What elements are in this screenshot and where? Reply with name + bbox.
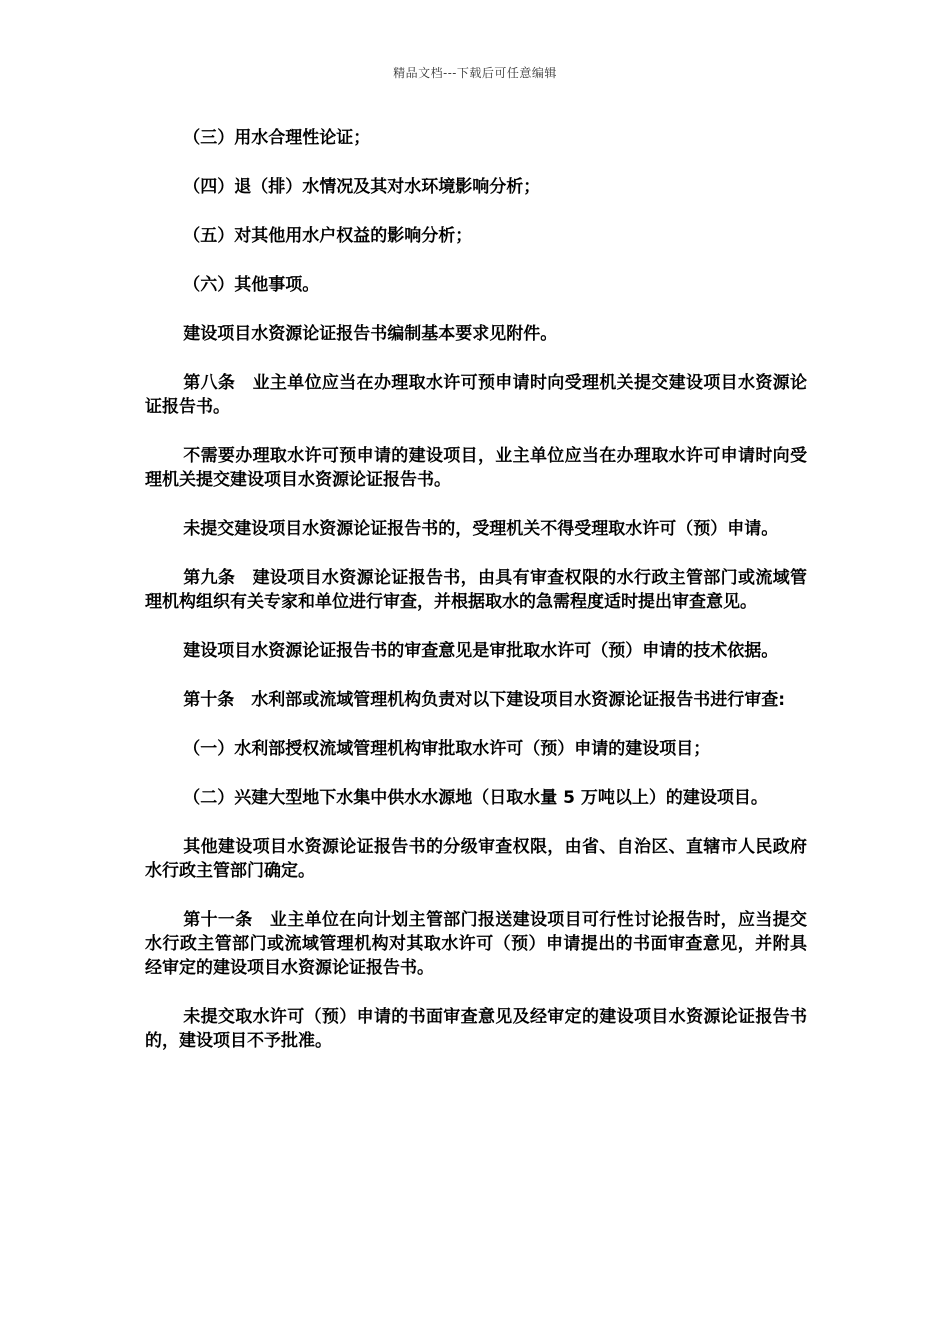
paragraph-article-11: 第十一条 业主单位在向计划主管部门报送建设项目可行性讨论报告时，应当提交水行政主管部门或流域管理机构对其取水许可（预）申请提出的书面审查意见，并附具经审定的建设项目水资源论证报告书。 (145, 910, 807, 978)
paragraph-item-3: （三）用水合理性论证； (183, 128, 371, 148)
paragraph-item-4: （四）退（排）水情况及其对水环境影响分析； (183, 177, 541, 197)
paragraph-article-9-clause-2: 建设项目水资源论证报告书的审查意见是审批取水许可（预）申请的技术依据。 (183, 641, 779, 661)
paragraph-article-10-item-2: （二）兴建大型地下水集中供水水源地（日取水量 5 万吨以上）的建设项目。 (183, 788, 768, 808)
paragraph-article-8-clause-2: 不需要办理取水许可预申请的建设项目，业主单位应当在办理取水许可申请时向受理机关提交建设项目水资源论证报告书。 (145, 446, 807, 490)
paragraph-article-10-clause-2: 其他建设项目水资源论证报告书的分级审查权限，由省、自治区、直辖市人民政府水行政主管部门确定。 (145, 837, 807, 881)
paragraph-article-9: 第九条 建设项目水资源论证报告书，由具有审查权限的水行政主管部门或流域管理机构组织有关专家和单位进行审查，并根据取水的急需程度适时提出审查意见。 (145, 568, 807, 612)
paragraph-article-8-clause-3: 未提交建设项目水资源论证报告书的，受理机关不得受理取水许可（预）申请。 (183, 519, 779, 539)
paragraph-article-8: 第八条 业主单位应当在办理取水许可预申请时向受理机关提交建设项目水资源论证报告书。 (145, 373, 807, 417)
paragraph-article-10-item-1: （一）水利部授权流域管理机构审批取水许可（预）申请的建设项目； (183, 739, 711, 759)
paragraph-attachment-note: 建设项目水资源论证报告书编制基本要求见附件。 (183, 324, 558, 344)
paragraph-article-10: 第十条 水利部或流域管理机构负责对以下建设项目水资源论证报告书进行审查: (183, 690, 786, 710)
paragraph-item-5: （五）对其他用水户权益的影响分析； (183, 226, 473, 246)
paragraph-item-6: （六）其他事项。 (183, 275, 320, 295)
document-body (145, 126, 807, 1078)
page-header: 精品文档---下载后可任意编辑 (393, 66, 557, 80)
paragraph-article-11-clause-2: 未提交取水许可（预）申请的书面审查意见及经审定的建设项目水资源论证报告书的，建设项目不予批准。 (145, 1007, 807, 1051)
